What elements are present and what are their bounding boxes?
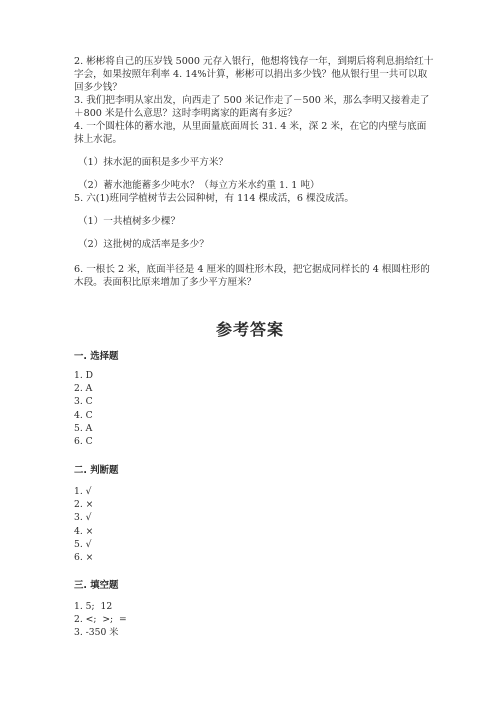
problem-4-part-2: （2）蓄水池能蓄多少吨水？（每立方米水约重 1. 1 吨） (78, 180, 320, 191)
judgment-answers-list (74, 485, 93, 564)
answer-item: 1. D (74, 370, 94, 381)
fill-in-answers-list (74, 600, 127, 640)
problem-5-part-2: （2）这批树的成活率是多少？ (78, 239, 209, 250)
answer-item: 4. C (74, 409, 93, 421)
section-heading-choice: 一. 选择题 (74, 351, 119, 362)
problem-2: 2. 彬彬将自己的压岁钱 5000 元存入银行，他想将钱存一年，到期后将利息捐给红十字会，如果按照年利率 4. 14%计算，彬彬可以捐出多少钱？他从银行里一共可以取回多少钱？ (74, 56, 434, 93)
section-heading-judgment: 二. 判断题 (74, 465, 119, 476)
problem-4-part-1: （1）抹水泥的面积是多少平方米？ (78, 157, 229, 168)
answer-item: 3. √ (74, 512, 92, 524)
answers-title: 参考答案 (215, 320, 284, 339)
answer-item: 5. √ (74, 538, 92, 550)
answer-item: 4. × (74, 525, 94, 537)
answer-item: 5. A (74, 422, 93, 434)
problem-5: 5. 六(1)班同学植树节去公园种树，有 114 棵成活，6 棵没成活。 (74, 193, 355, 204)
answer-item: 3. C (74, 396, 93, 408)
problem-3: 3. 我们把李明从家出发，向西走了 500 米记作走了－500 米，那么李明又接着走了＋800 米是什么意思？这时李明离家的距离有多远？ (74, 95, 430, 119)
answer-item: 2. × (74, 499, 94, 511)
answer-item: 1. 5; 12 (74, 601, 113, 612)
answer-item: 6. C (74, 436, 93, 448)
section-heading-fill-in: 三. 填空题 (74, 580, 119, 591)
answer-item: 2. <; >; = (74, 614, 127, 626)
answer-item: 3. -350 米 (74, 627, 119, 639)
problem-5-part-1: （1）一共植树多少棵？ (78, 216, 181, 227)
answer-item: 6. × (74, 552, 94, 564)
problem-4: 4. 一个圆柱体的蓄水池，从里面量底面周长 31. 4 米，深 2 米，在它的内壁与底面抹上水泥。 (74, 121, 427, 145)
choice-answers-list (74, 369, 93, 448)
answer-item: 2. A (74, 383, 93, 395)
problem-6: 6. 一根长 2 米，底面半径是 4 厘米的圆柱形木段，把它据成同样长的 4 根圆柱形的木段。表面积比原来增加了多少平方厘米？ (74, 264, 430, 288)
answer-item: 1. √ (74, 486, 92, 497)
problems-section (74, 55, 434, 289)
